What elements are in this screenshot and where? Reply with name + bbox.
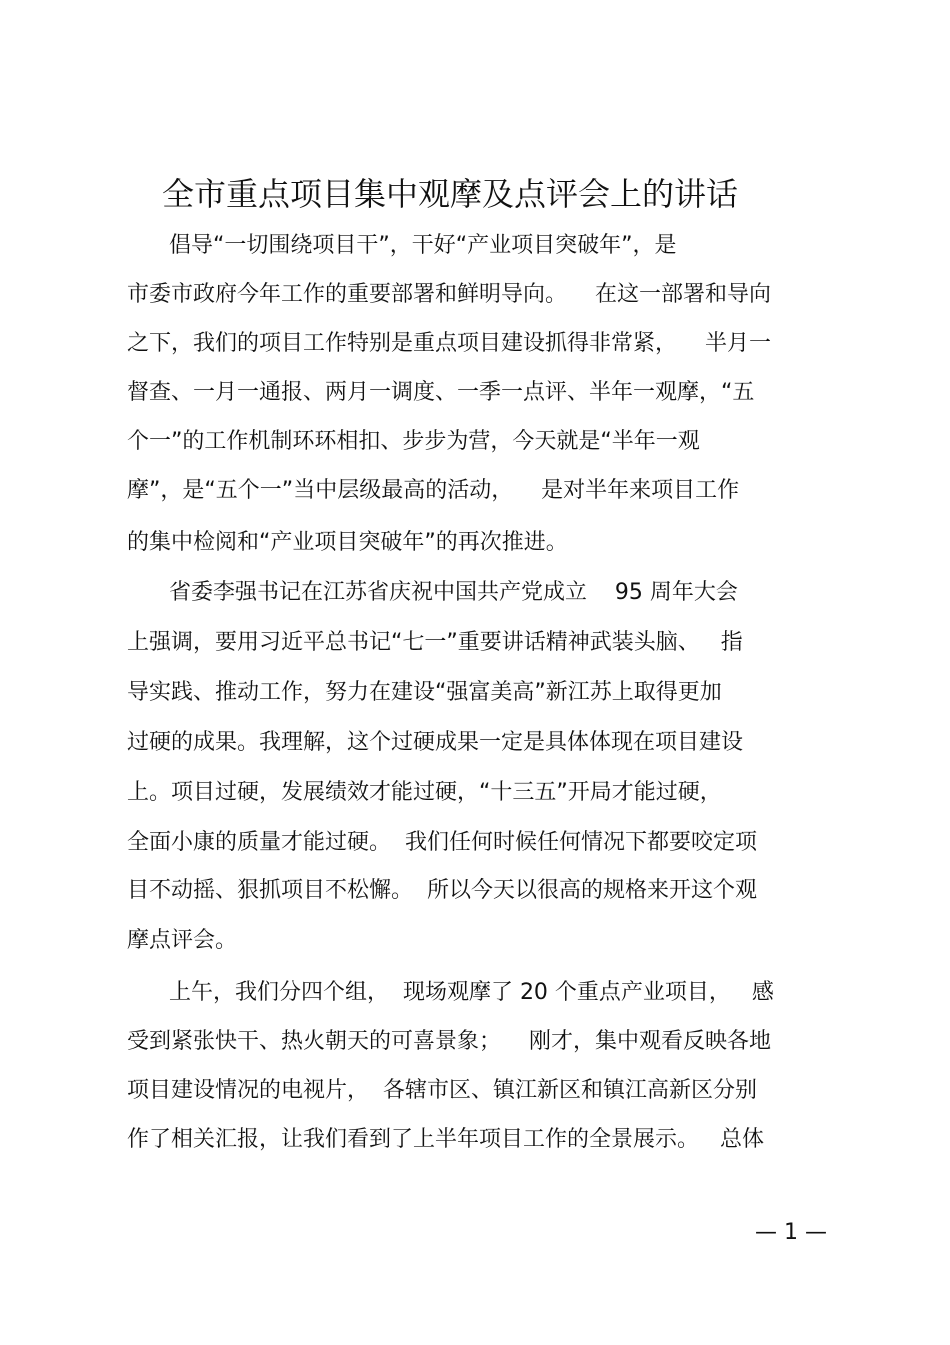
body-line-2: 市委市政府今年工作的重要部署和鲜明导向。 在这一部署和导向 [127, 282, 771, 307]
body-line-7: 的集中检阅和“产业项目突破年”的再次推进。 [127, 530, 568, 555]
body-line-16: 上午，我们分四个组， 现场观摩了 20 个重点产业项目， 感 [127, 980, 774, 1005]
body-line-9: 上强调，要用习近平总书记“七一”重要讲话精神武装头脑、 指 [127, 630, 743, 655]
body-line-15: 摩点评会。 [127, 928, 238, 953]
body-line-8: 省委李强书记在江苏省庆祝中国共产党成立 95 周年大会 [127, 580, 738, 605]
body-line-12: 上。项目过硬，发展绩效才能过硬，“十三五”开局才能过硬， [127, 780, 722, 805]
body-line-6: 摩”，是“五个一”当中层级最高的活动， 是对半年来项目工作 [127, 478, 740, 503]
body-line-1: 倡导“一切围绕项目干”，干好“产业项目突破年”，是 [127, 233, 677, 258]
body-line-14: 目不动摇、狠抓项目不松懈。 所以今天以很高的规格来开这个观 [127, 878, 757, 903]
body-line-17: 受到紧张快干、热火朝天的可喜景象； 刚才，集中观看反映各地 [127, 1029, 771, 1054]
document-title: 全市重点项目集中观摩及点评会上的讲话 [161, 175, 738, 213]
body-line-5: 个一”的工作机制环环相扣、步步为营，今天就是“半年一观 [127, 429, 700, 454]
body-line-10: 导实践、推动工作，努力在建设“强富美高”新江苏上取得更加 [127, 680, 722, 705]
body-line-19: 作了相关汇报，让我们看到了上半年项目工作的全景展示。 总体 [127, 1127, 764, 1152]
body-line-4: 督查、一月一通报、两月一调度、一季一点评、半年一观摩，“五 [127, 380, 755, 405]
body-line-18: 项目建设情况的电视片， 各辖市区、镇江新区和镇江高新区分别 [127, 1078, 757, 1103]
body-line-11: 过硬的成果。我理解，这个过硬成果一定是具体体现在项目建设 [127, 730, 744, 755]
page-number: — 1 — [755, 1220, 827, 1245]
body-line-3: 之下，我们的项目工作特别是重点项目建设抓得非常紧， 半月一 [127, 331, 771, 356]
body-line-13: 全面小康的质量才能过硬。 我们任何时候任何情况下都要咬定项 [127, 830, 757, 855]
